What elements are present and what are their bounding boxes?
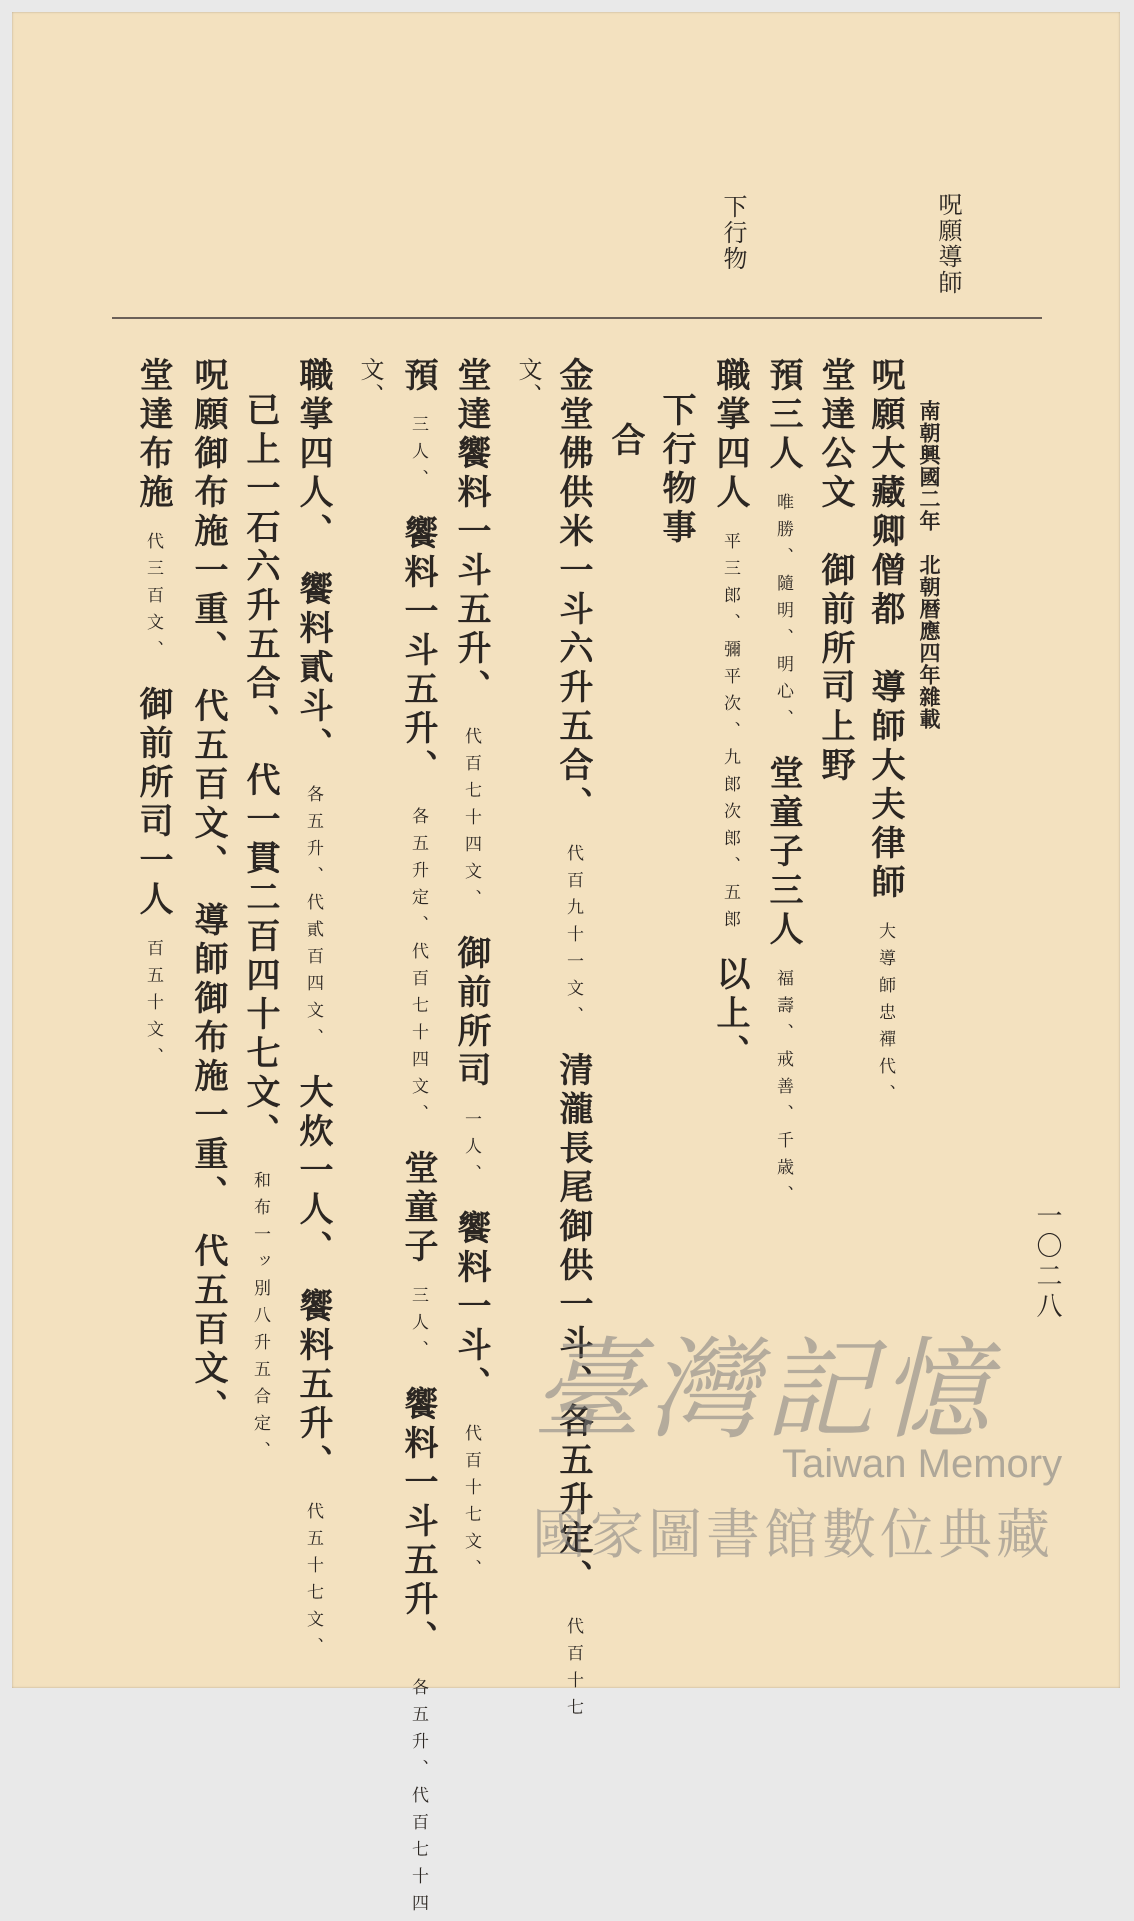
column-1-main: 呪願大藏卿僧都 導師大夫律師 — [865, 357, 905, 903]
page-number: 一〇二八 — [1032, 1202, 1062, 1322]
column-7-main-2: 清瀧長尾御供一斗、各五升定、 — [553, 1052, 593, 1598]
column-12-note-4: 代五十七文、 — [303, 1502, 323, 1664]
column-4-main: 職掌四人 — [710, 357, 750, 513]
text-column-4 — [710, 357, 750, 1073]
column-12-main: 職掌四人、 — [293, 357, 333, 552]
text-column-2: 堂達公文 御前所司上野 — [815, 357, 855, 786]
column-10-main-3: 堂童子 — [398, 1150, 438, 1267]
text-column-3 — [763, 357, 803, 1212]
column-9-note-2: 一人、 — [461, 1110, 481, 1191]
watermark-english: Taiwan Memory — [782, 1442, 1063, 1486]
column-15-main-2: 御前所司一人 — [133, 686, 173, 920]
column-10-note-2: 各五升定、代百七十四文、 — [408, 807, 428, 1131]
top-column-invocation-master: 呪願導師 — [934, 192, 962, 296]
column-14-main-4: 代五百文、 — [188, 1233, 228, 1428]
column-3-note-2: 福壽、戒善、千歳、 — [773, 969, 793, 1212]
column-14-main-2: 代五百文、 — [188, 688, 228, 883]
column-13-note-2: 和布一ッ別八升五合定、 — [250, 1171, 270, 1468]
column-12-main-3: 大炊一人、 — [293, 1074, 333, 1269]
column-13-main: 已上一石六升五合、 — [240, 392, 280, 743]
column-3-main: 預三人 — [763, 357, 803, 474]
column-9-note-3: 代百十七文、 — [461, 1424, 481, 1586]
text-column-15 — [133, 357, 173, 1074]
column-10-main-2: 饗料一斗五升、 — [398, 515, 438, 788]
watermark-logo-text: 臺灣記憶 — [532, 1326, 996, 1454]
text-column-6: 合 — [605, 422, 645, 461]
document-page — [12, 12, 1120, 1921]
column-15-note-2: 百五十文、 — [143, 939, 163, 1074]
column-3-note: 唯勝、隨明、明心、 — [773, 493, 793, 736]
column-15-main: 堂達布施 — [133, 357, 173, 513]
column-7-note: 代百九十一文、 — [563, 844, 583, 1033]
text-column-8: 文、 — [514, 357, 542, 409]
text-column-5: 下行物事 — [656, 392, 696, 548]
column-7-main: 金堂佛供米一斗六升五合、 — [553, 357, 593, 825]
running-header: 南朝興國二年 北朝暦應四年雜載 — [917, 400, 942, 730]
text-column-11: 文、 — [356, 357, 384, 409]
column-10-main: 預 — [398, 357, 438, 396]
text-column-9 — [451, 357, 491, 1586]
column-15-note: 代三百文、 — [143, 532, 163, 667]
column-12-note-2: 各五升、代貳百四文、 — [303, 785, 323, 1055]
column-3-main-2: 堂童子三人 — [763, 755, 803, 950]
column-4-main-2: 以上、 — [710, 956, 750, 1073]
column-1-note: 大導師忠禪代、 — [875, 922, 895, 1111]
text-column-12 — [293, 357, 333, 1664]
column-9-main-3: 饗料一斗、 — [451, 1210, 491, 1405]
horizontal-rule — [112, 317, 1042, 319]
text-column-10 — [398, 357, 438, 1921]
text-column-14 — [188, 357, 228, 1428]
column-13-main-2: 代一貫二百四十七文、 — [240, 762, 280, 1152]
column-10-note: 三人、 — [408, 415, 428, 496]
column-9-main: 堂達饗料一斗五升、 — [451, 357, 491, 708]
column-10-main-4: 饗料一斗五升、 — [398, 1386, 438, 1659]
column-12-main-2: 饗料貳斗、 — [293, 571, 333, 766]
column-10-note-3: 三人、 — [408, 1286, 428, 1367]
column-14-main-3: 導師御布施一重、 — [188, 902, 228, 1214]
column-4-note: 平三郎、彌平次、九郎次郎、五郎 — [720, 532, 740, 937]
watermark-subtitle: 國家圖書館數位典藏 — [532, 1503, 1054, 1566]
column-10-note-4: 各五升、代百七十四 — [408, 1678, 428, 1921]
top-column-disbursement: 下行物 — [719, 194, 747, 272]
column-12-main-4: 饗料五升、 — [293, 1288, 333, 1483]
column-9-main-2: 御前所司 — [451, 935, 491, 1091]
column-7-note-2: 代百十七 — [563, 1617, 583, 1725]
column-14-main: 呪願御布施一重、 — [188, 357, 228, 669]
text-column-13 — [240, 392, 280, 1468]
text-column-1 — [865, 357, 905, 1111]
column-9-note: 代百七十四文、 — [461, 727, 481, 916]
